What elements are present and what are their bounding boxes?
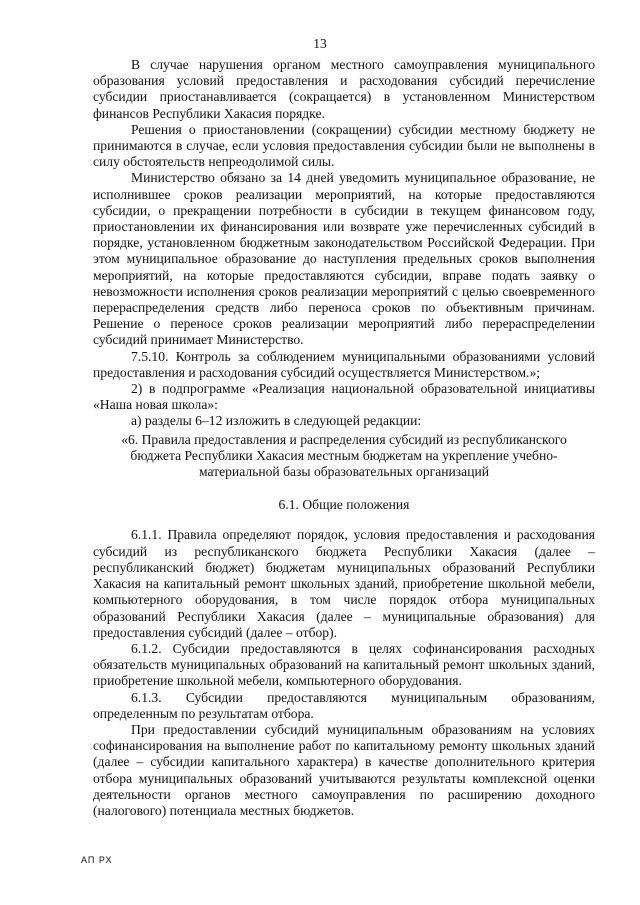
paragraph-sections-amendment: а) разделы 6–12 изложить в следующей редакции: — [131, 413, 422, 429]
clause-6-1-3: 6.1.3. Субсидии предоставляются муниципальным образованиям, определенным по результатам отбора. — [93, 689, 595, 721]
paragraph-ministry-notice: Министерство обязано за 14 дней уведомить муниципальное образование, не исполнившее сроков реализации мероприятий, на которые предоставляются субсидии, о прекращении потребности в субсидии в текущем финансовом году, приостановлении их финансирования или возврате уже перечисленных субсидий в порядке, установленном бюджетным законодательством Российской Федерации. При этом муниципальное образование до наступления предельных сроков выполнения мероприятий, на которые предоставляются субсидии, вправе подать заявку о невозможности исполнения сроков реализации мероприятий с целью своевременного перераспределения средств либо переноса сроков по объективным причинам. Решение о переносе сроков реализации мероприятий либо перераспределении субсидий принимает Министерство. — [93, 170, 595, 348]
section-title-line-2: бюджета Республики Хакасия местным бюджетам на укрепление учебно- — [130, 447, 558, 463]
paragraph-suspension-decisions: Решения о приостановлении (сокращении) субсидии местному бюджету не принимаются в случае, если условия предоставления субсидии были не выполнены в силу обстоятельств непреодолимой силы. — [93, 121, 595, 170]
paragraph-control-7-5-10: 7.5.10. Контроль за соблюдением муниципальными образованиями условий предоставления и расходования субсидий осуществляется Министерством.»; — [93, 348, 595, 380]
document-body — [93, 57, 595, 819]
clause-6-1-1: 6.1.1. Правила определяют порядок, условия предоставления и расходования субсидий из республиканского бюджета Республики Хакасия (далее – республиканский бюджет) бюджетам муниципальных образований Республики Хакасия на капитальный ремонт школьных зданий, приобретение школьной мебели, компьютерного оборудования, в том числе порядок отбора муниципальных образований Республики Хакасия (далее – муниципальные образования) для предоставления субсидий (далее – отбор). — [93, 527, 595, 640]
page-number: 13 — [313, 36, 327, 51]
section-title-line-3: материальной базы образовательных организаций — [198, 464, 490, 480]
clause-6-1-3-additional: При предоставлении субсидий муниципальным образованиям на условиях софинансирования на выполнение работ по капитальному ремонту школьных зданий (далее – субсидии капитального характера) в качестве дополнительного критерия отбора муниципальных образований учитываются результаты комплексной оценки деятельности органов местного самоуправления по расширению доходного (налогового) потенциала местных бюджетов. — [93, 721, 595, 818]
footer-mark: АП РХ — [81, 855, 113, 865]
subsection-title: 6.1. Общие положения — [278, 497, 410, 513]
clause-6-1-2: 6.1.2. Субсидии предоставляются в целях софинансирования расходных обязательств муниципальных образований на капитальный ремонт школьных зданий, приобретение школьной мебели, компьютерного оборудования. — [93, 640, 595, 689]
paragraph-violation: В случае нарушения органом местного самоуправления муниципального образования условий предоставления и расходования субсидий перечисление субсидии приостанавливается (сокращается) в установленном Министерством финансов Республики Хакасия порядке. — [93, 57, 595, 121]
paragraph-subprogram: 2) в подпрограмме «Реализация национальной образовательной инициативы «Наша новая школа»: — [93, 381, 595, 413]
section-title-line-1: «6. Правила предоставления и распределения субсидий из республиканского — [121, 431, 567, 447]
